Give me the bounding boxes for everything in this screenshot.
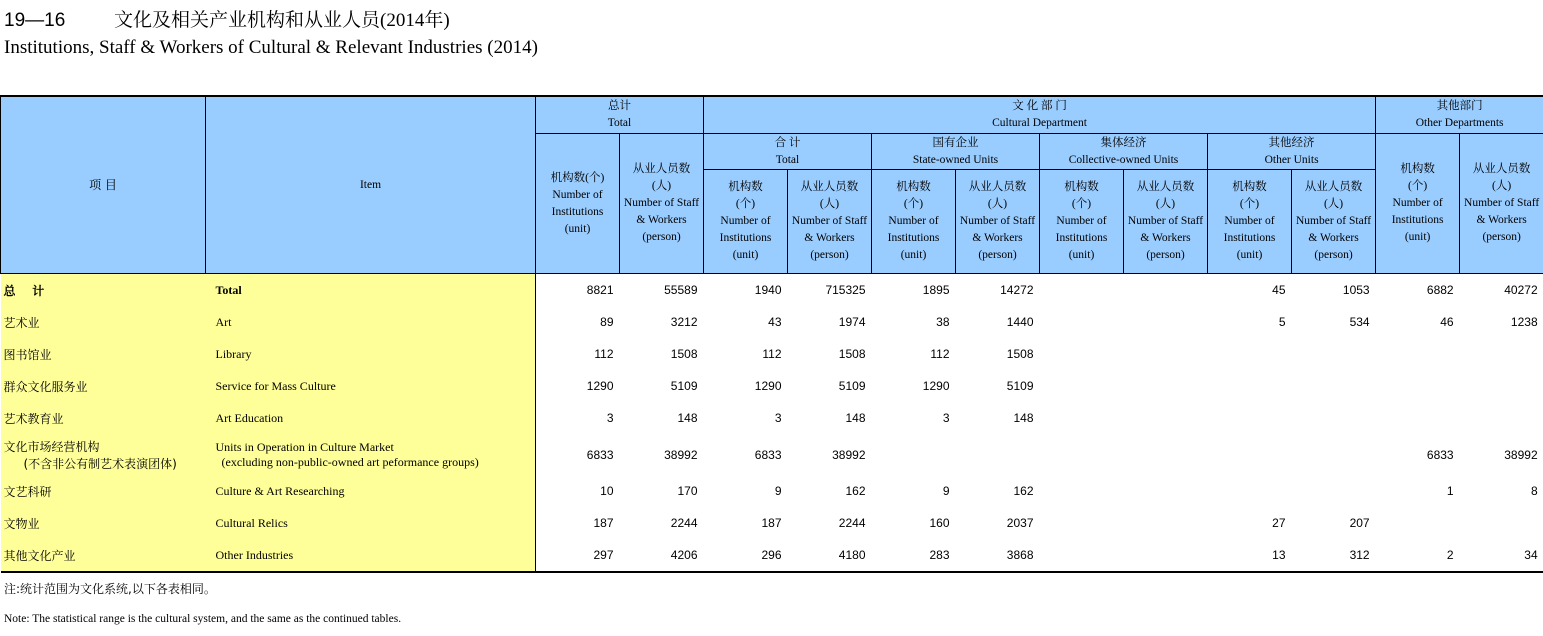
table-row: [1, 306, 1543, 338]
row-label-en: Art Education: [206, 402, 536, 434]
table-cell: 283: [872, 539, 956, 572]
header-subtotal-institutions: 机构数 (个) Number of Institutions (unit): [704, 170, 788, 274]
row-label-zh: 文艺科研: [1, 475, 206, 507]
table-cell: [872, 434, 956, 475]
table-cell: 6833: [586, 447, 614, 462]
data-table: [0, 95, 1543, 573]
table-cell: 27: [1272, 516, 1286, 530]
header-subtotal-staff: 从业人员数 (人) Number of Staff & Workers (person): [788, 170, 872, 274]
table-cell: [1124, 306, 1208, 338]
row-label-zh: 总 计: [1, 274, 206, 307]
table-cell: 1895: [922, 283, 950, 297]
table-cell: 187: [593, 516, 614, 530]
table-cell: 2244: [838, 516, 866, 530]
table-cell: [1208, 370, 1292, 402]
table-cell: 1508: [1006, 347, 1034, 361]
table-cell: [1376, 370, 1460, 402]
table-cell: 187: [761, 516, 782, 530]
table-cell: 112: [762, 347, 782, 361]
title-en: Institutions, Staff & Workers of Cultural & Relevant Industries (2014): [4, 37, 538, 58]
row-label-zh: 其他文化产业: [1, 539, 206, 572]
table-cell: [1208, 402, 1292, 434]
table-cell: [1460, 507, 1543, 539]
table-cell: 5109: [670, 379, 698, 393]
table-cell: 2244: [670, 516, 698, 530]
table-cell: [1460, 370, 1543, 402]
table-cell: 4180: [788, 539, 872, 572]
header-state-owned: 国有企业 State-owned Units: [872, 134, 1040, 170]
table-cell: [1040, 274, 1124, 307]
header-item-zh: 项 目: [1, 96, 206, 274]
table-cell: 4206: [620, 539, 704, 572]
row-label-zh: 群众文化服务业: [1, 370, 206, 402]
header-collective-owned: 集体经济 Collective-owned Units: [1040, 134, 1208, 170]
table-cell: 1974: [838, 315, 866, 329]
table-cell: 89: [600, 315, 614, 329]
row-label-en: Art: [206, 306, 536, 338]
row-label-zh: 文化市场经营机构 (不含非公有制艺术表演团体): [1, 434, 206, 475]
table-cell: 34: [1460, 539, 1543, 572]
table-cell: 148: [677, 411, 698, 425]
table-row: [1, 370, 1543, 402]
row-label-en: Service for Mass Culture: [206, 370, 536, 402]
table-cell: 38: [936, 315, 950, 329]
table-cell: 1508: [670, 347, 698, 361]
header-state-owned-staff: 从业人员数 (人) Number of Staff & Workers (person): [956, 170, 1040, 274]
table-cell: 1440: [1006, 315, 1034, 329]
table-cell: [1376, 338, 1460, 370]
row-label-en: Other Industries: [206, 539, 536, 572]
header-other-dept-staff: 从业人员数 (人) Number of Staff & Workers (person): [1460, 134, 1543, 274]
table-cell: [1376, 402, 1460, 434]
table-cell: [1040, 507, 1124, 539]
table-cell: [1124, 507, 1208, 539]
table-cell: 3: [942, 411, 950, 425]
table-cell: 148: [845, 411, 866, 425]
table-cell: 2037: [1006, 516, 1034, 530]
table-cell: 8: [1530, 484, 1538, 498]
table-cell: 296: [704, 539, 788, 572]
table-cell: [1208, 338, 1292, 370]
table-cell: [1040, 434, 1124, 475]
table-cell: [1040, 475, 1124, 507]
header-other-units-staff: 从业人员数 (人) Number of Staff & Workers (person): [1292, 170, 1376, 274]
table-cell: [1124, 370, 1208, 402]
table-cell: [1040, 370, 1124, 402]
note-zh: 注:统计范围为文化系统,以下各表相同。: [4, 582, 216, 596]
row-label-zh: 图书馆业: [1, 338, 206, 370]
table-cell: 1940: [754, 283, 782, 297]
table-cell: [1292, 402, 1376, 434]
table-row: [1, 338, 1543, 370]
header-subtotal: 合 计 Total: [704, 134, 872, 170]
table-cell: 45: [1272, 283, 1286, 297]
table-number: 19—16: [4, 10, 66, 31]
table-cell: [1460, 402, 1543, 434]
row-label-en: Library: [206, 338, 536, 370]
table-row: [1, 402, 1543, 434]
table-cell: [1124, 539, 1208, 572]
table-cell: 162: [845, 484, 866, 498]
table-cell: 207: [1349, 516, 1370, 530]
table-cell: 162: [1013, 484, 1034, 498]
table-cell: 43: [768, 315, 782, 329]
table-row: [1, 507, 1543, 539]
table-cell: [1124, 434, 1208, 475]
header-state-owned-institutions: 机构数 (个) Number of Institutions (unit): [872, 170, 956, 274]
table-cell: 6882: [1426, 283, 1454, 297]
table-cell: [1292, 475, 1376, 507]
table-cell: 297: [536, 539, 620, 572]
table-cell: 9: [942, 484, 950, 498]
table-cell: 13: [1208, 539, 1292, 572]
table-cell: 6833: [754, 447, 782, 462]
row-label-zh: 文物业: [1, 507, 206, 539]
table-cell: 46: [1440, 315, 1454, 329]
table-cell: 170: [677, 484, 698, 498]
header-other-units: 其他经济 Other Units: [1208, 134, 1376, 170]
table-cell: 1053: [1342, 283, 1370, 297]
table-row: [1, 274, 1543, 307]
table-cell: [1376, 507, 1460, 539]
table-cell: [1460, 338, 1543, 370]
table-cell: 55589: [664, 283, 698, 297]
table-cell: [1124, 338, 1208, 370]
row-label-zh: 艺术教育业: [1, 402, 206, 434]
table-cell: 1290: [754, 379, 782, 393]
table-cell: [1124, 402, 1208, 434]
table-cell: 38992: [664, 447, 698, 462]
table-cell: 5: [1278, 315, 1286, 329]
table-cell: [1040, 338, 1124, 370]
table-cell: 148: [1013, 411, 1034, 425]
table-cell: 160: [929, 516, 950, 530]
table-cell: 3: [774, 411, 782, 425]
table-cell: 5109: [838, 379, 866, 393]
table-cell: [1208, 475, 1292, 507]
table-cell: [1208, 434, 1292, 475]
table-cell: [1124, 274, 1208, 307]
table-cell: 14272: [1000, 283, 1034, 297]
table-cell: [1040, 306, 1124, 338]
table-cell: 40272: [1504, 283, 1538, 297]
table-cell: 112: [594, 347, 614, 361]
table-cell: 8821: [586, 283, 614, 297]
table-cell: 1508: [838, 347, 866, 361]
table-cell: 312: [1292, 539, 1376, 572]
table-cell: [1040, 402, 1124, 434]
note-en: Note: The statistical range is the cultural system, and the same as the continued tables.: [4, 613, 402, 625]
table-cell: 10: [600, 484, 614, 498]
table-cell: 112: [930, 347, 950, 361]
header-total-institutions: 机构数(个) Number of Institutions (unit): [536, 134, 620, 274]
table-cell: [1040, 539, 1124, 572]
title-zh: 文化及相关产业机构和从业人员(2014年): [114, 10, 450, 31]
header-other-dept-institutions: 机构数 (个) Number of Institutions (unit): [1376, 134, 1460, 274]
table-row: [1, 475, 1543, 507]
table-cell: [1292, 434, 1376, 475]
row-label-en: Total: [206, 274, 536, 307]
header-other-departments: 其他部门 Other Departments: [1376, 96, 1543, 134]
table-cell: 1290: [922, 379, 950, 393]
table-title: [4, 5, 450, 32]
header-collective-owned-staff: 从业人员数 (人) Number of Staff & Workers (person): [1124, 170, 1208, 274]
table-cell: 3212: [670, 315, 698, 329]
table-cell: 1: [1446, 484, 1454, 498]
table-cell: [956, 434, 1040, 475]
header-item-en: Item: [206, 96, 536, 274]
table-cell: 38992: [1504, 447, 1538, 462]
table-cell: 3: [606, 411, 614, 425]
header-cultural-department: 文 化 部 门 Cultural Department: [704, 96, 1376, 134]
table-cell: 534: [1349, 315, 1370, 329]
row-label-en: Units in Operation in Culture Market (excluding non-public-owned art peformance groups): [206, 434, 536, 475]
row-label-en: Cultural Relics: [206, 507, 536, 539]
header-total-staff: 从业人员数 (人) Number of Staff & Workers (person): [620, 134, 704, 274]
header-total: 总计 Total: [536, 96, 704, 134]
header-collective-owned-institutions: 机构数 (个) Number of Institutions (unit): [1040, 170, 1124, 274]
table-row: [1, 539, 1543, 572]
table-cell: [1124, 475, 1208, 507]
header-other-units-institutions: 机构数 (个) Number of Institutions (unit): [1208, 170, 1292, 274]
table-cell: 5109: [1006, 379, 1034, 393]
table-cell: 1290: [586, 379, 614, 393]
table-cell: 1238: [1510, 315, 1538, 329]
table-cell: 38992: [832, 447, 866, 462]
table-cell: 6833: [1426, 447, 1454, 462]
row-label-zh: 艺术业: [1, 306, 206, 338]
table-cell: 715325: [825, 283, 866, 297]
table-cell: 3868: [956, 539, 1040, 572]
row-label-en: Culture & Art Researching: [206, 475, 536, 507]
table-cell: 2: [1376, 539, 1460, 572]
table-cell: 9: [774, 484, 782, 498]
table-row: [1, 434, 1543, 475]
table-cell: [1292, 338, 1376, 370]
table-cell: [1292, 370, 1376, 402]
